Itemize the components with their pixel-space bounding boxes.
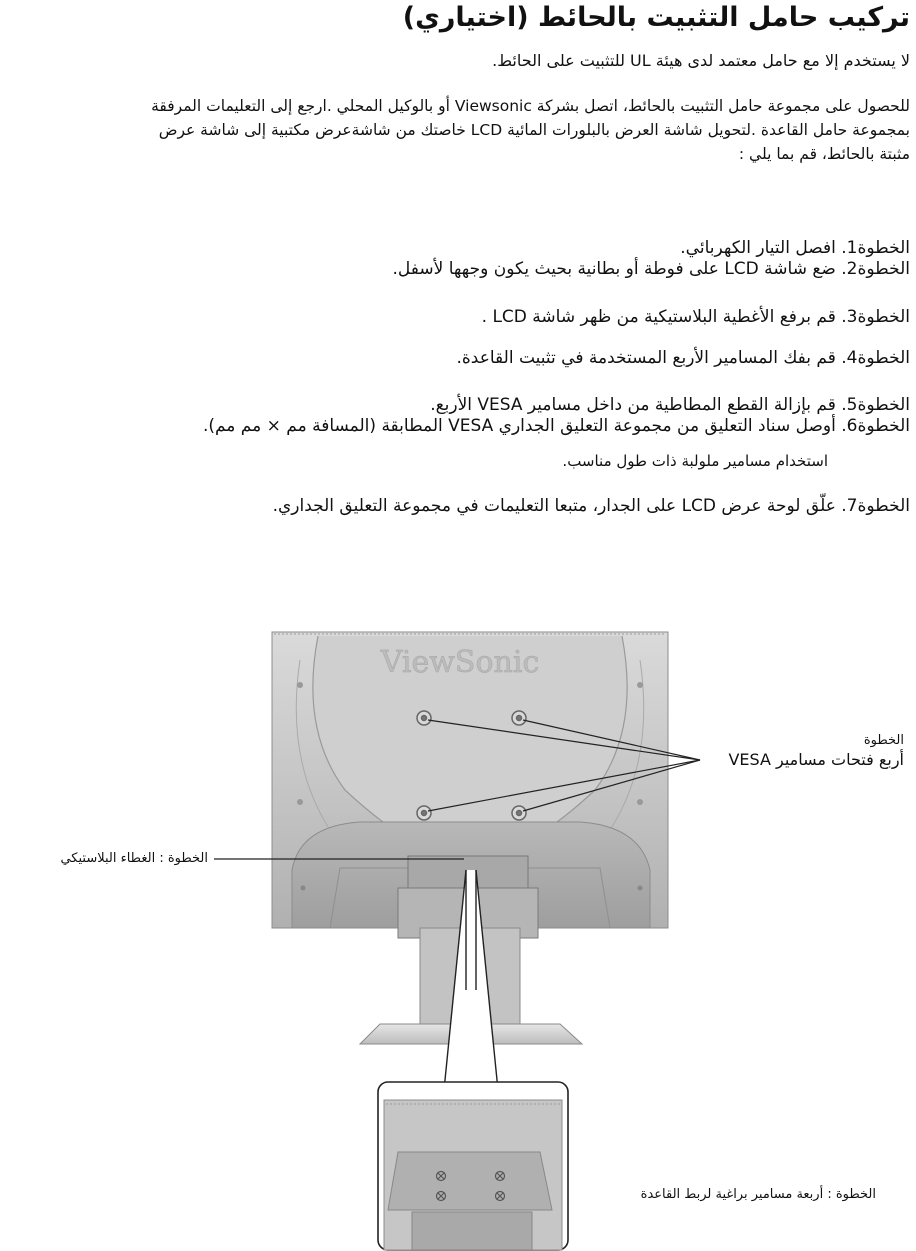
step-number: 1. [841, 238, 858, 258]
corner-screw-icon [297, 799, 303, 805]
step-text: افصل التيار الكهربائي. [680, 238, 836, 258]
intro-line: مثبتة بالحائط، قم بما يلي : [738, 145, 910, 163]
step-word: الخطوة [857, 348, 910, 368]
page-title: تركيب حامل التثبيت بالحائط (اختياري) [402, 2, 910, 33]
step-number: 6. [841, 416, 858, 436]
vesa-callout-step: الخطوة [863, 733, 904, 748]
step-number: 2. [841, 259, 858, 279]
corner-screw-icon [297, 682, 303, 688]
intro-line: للحصول على مجموعة حامل التثبيت بالحائط، اتصل بشركة Viewsonic أو بالوكيل المحلي .ارجع إلى التعليمات المرفقة [151, 97, 910, 115]
intro-line: بمجموعة حامل القاعدة .لتحويل شاشة العرض بالبلورات المائية LCD خاصتك من شاشةعرض مكتبية إلى شاشة عرض [158, 121, 910, 139]
corner-screw-icon [638, 886, 643, 891]
base-callout-label: الخطوة : أربعة مسامير براغية لربط القاعدة [640, 1187, 876, 1202]
step-word: الخطوة [857, 259, 910, 279]
step-number: 7. [841, 496, 858, 516]
step-number: 5. [841, 395, 858, 415]
step-word: الخطوة [857, 416, 910, 436]
step-word: الخطوة [857, 238, 910, 258]
corner-screw-icon [637, 799, 643, 805]
step-number: 3. [841, 307, 858, 327]
step-6-note: استخدام مسامير ملولبة ذات طول مناسب. [562, 452, 828, 470]
zoom-bracket [388, 1152, 552, 1210]
step-text: علّق لوحة عرض LCD على الجدار، متبعا التعليمات في مجموعة التعليق الجداري. [272, 496, 836, 516]
zoom-neck [412, 1212, 532, 1250]
step-word: الخطوة [857, 307, 910, 327]
step-text: قم برفع الأغطية البلاستيكية من ظهر شاشة LCD . [481, 307, 836, 327]
step-word: الخطوة [857, 496, 910, 516]
step-text: قم بإزالة القطع المطاطية من داخل مسامير VESA الأربع. [430, 395, 836, 415]
corner-screw-icon [637, 682, 643, 688]
step-text: ضع شاشة LCD على فوطة أو بطانية بحيث يكون وجهها لأسفل. [392, 259, 836, 279]
step-text: قم بفك المسامير الأربع المستخدمة في تثبيت القاعدة. [456, 348, 836, 368]
cover-callout-label: الخطوة : الغطاء البلاستيكي [60, 851, 208, 866]
brand-logo: ViewSonic [380, 645, 540, 680]
step-text: أوصل سناد التعليق من مجموعة التعليق الجداري VESA المطابقة (المسافة مم × مم مم). [202, 416, 836, 436]
step-number: 4. [841, 348, 858, 368]
corner-screw-icon [301, 886, 306, 891]
step-word: الخطوة [857, 395, 910, 415]
ul-note: لا يستخدم إلا مع حامل معتمد لدى هيئة UL للتثبيت على الحائط. [492, 51, 910, 70]
vesa-callout-label: أربع فتحات مسامير VESA [728, 750, 904, 769]
